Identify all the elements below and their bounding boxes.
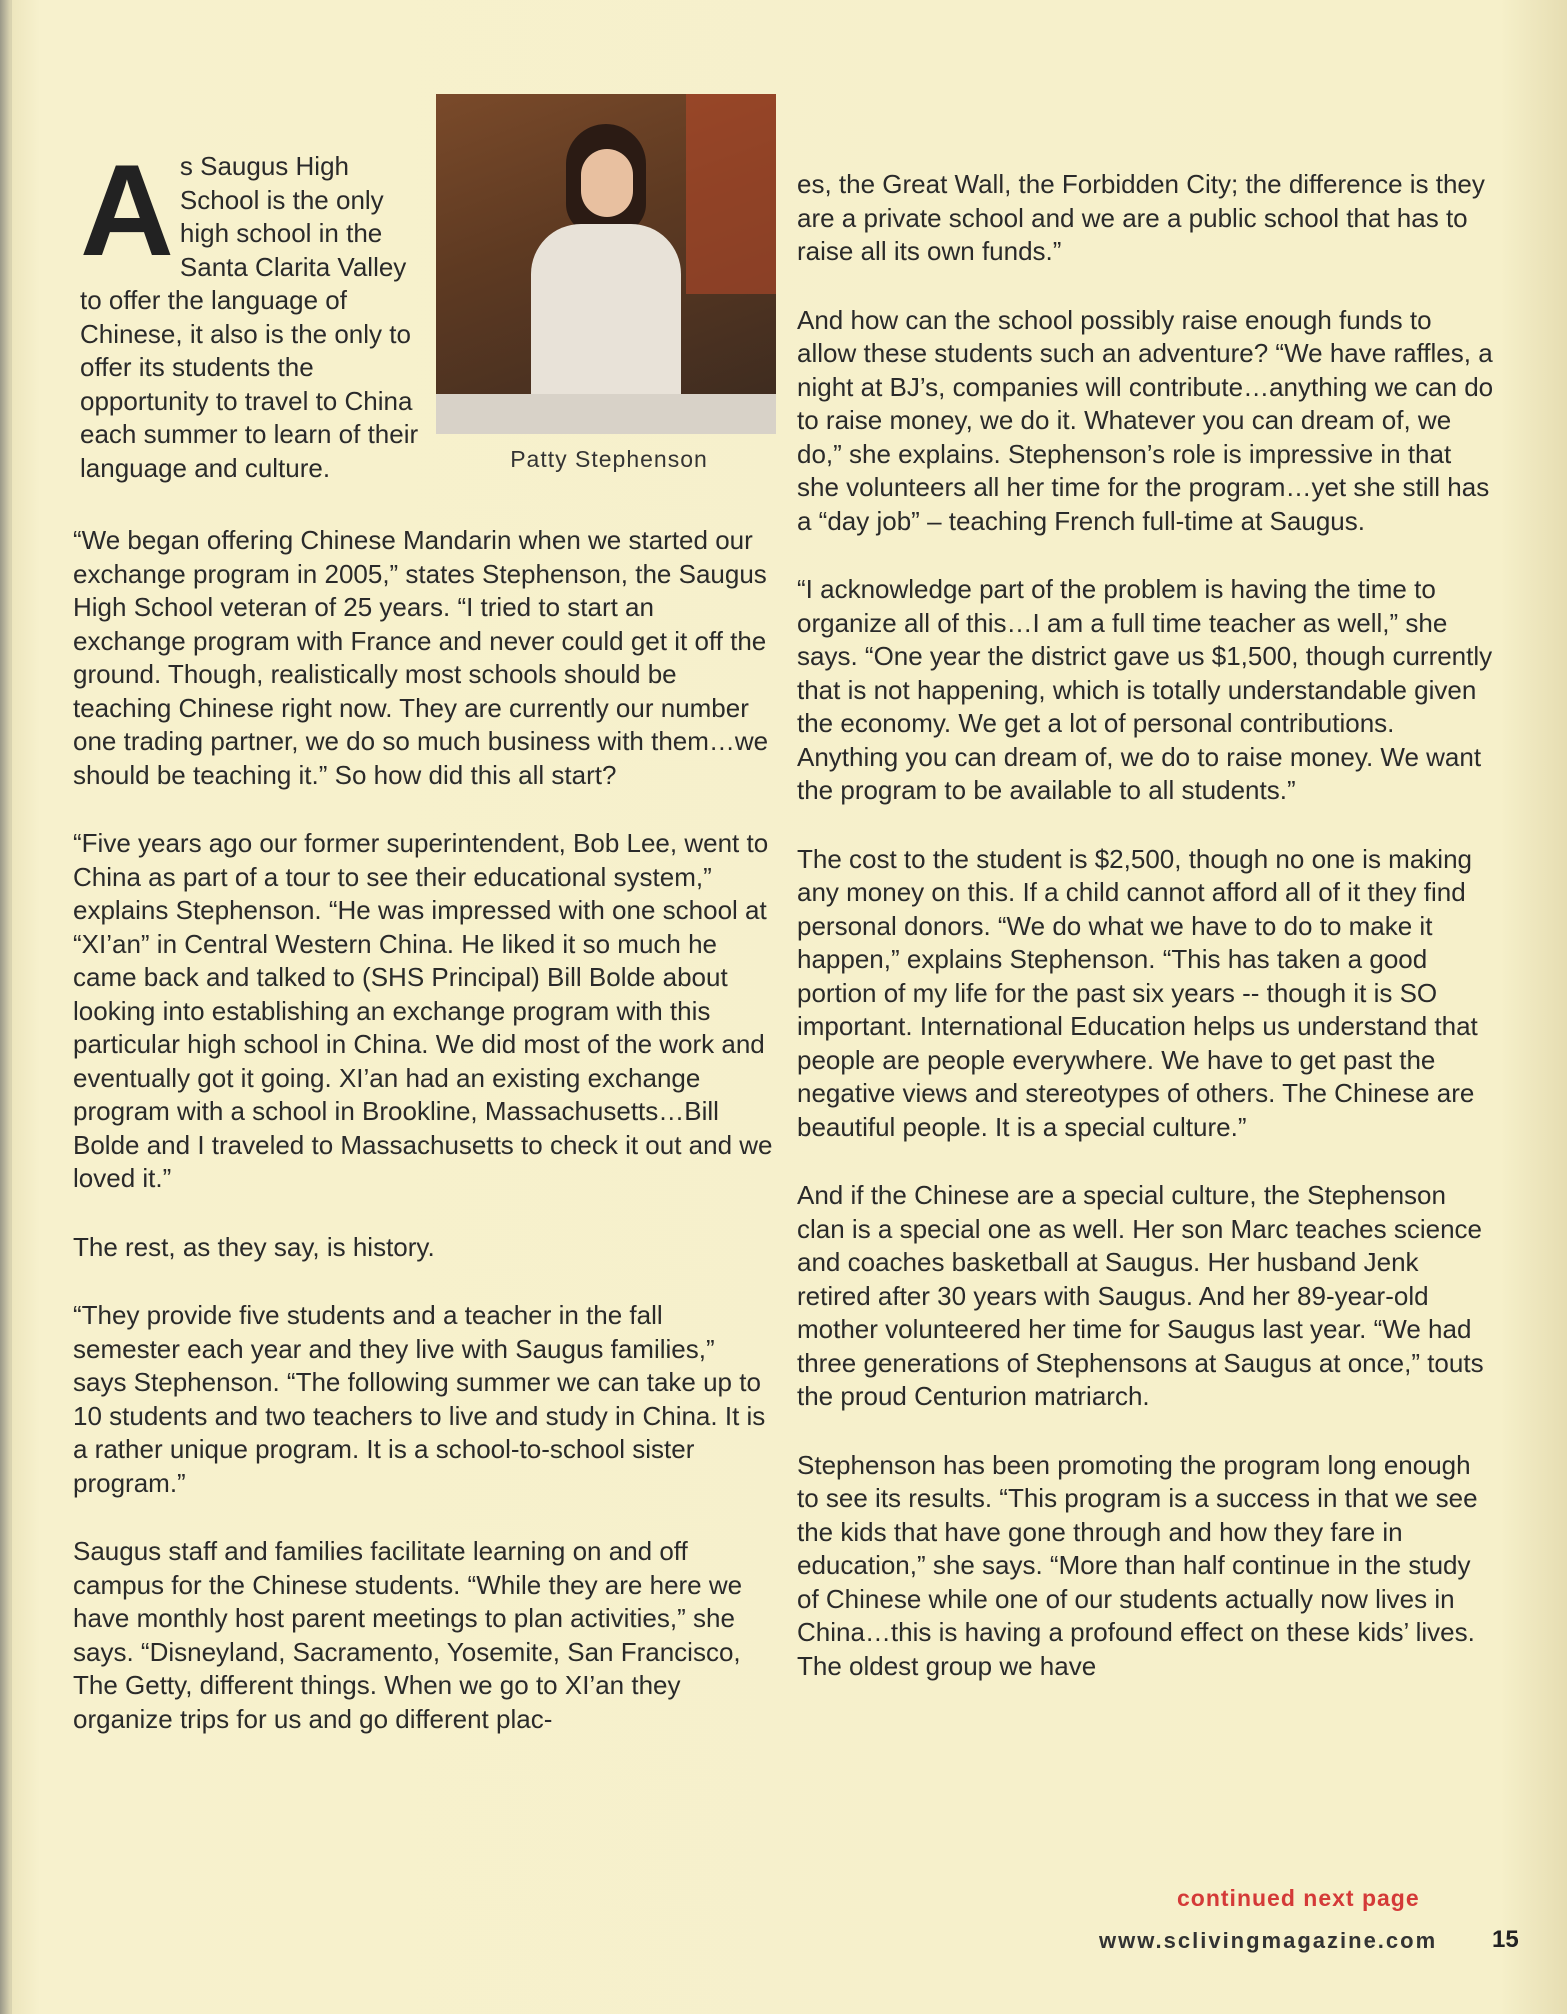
paragraph: “Five years ago our former superintendent, Bob Lee, went to China as part of a tour to see their educational system,” explains Stephenson. “He was impressed with one school at “XI’an” in Central Western China. He liked it so much he came back and talked to (SHS Principal) Bill Bolde about looking into establishing an exchange program with this particular high school in China. We did most of the work and eventually got it going. XI’an had an existing exchange program with a school in Brookline, Massachusetts…Bill Bolde and I traveled to Massachusetts to check it out and we loved it.” — [73, 828, 773, 1193]
paragraph: The cost to the student is $2,500, though no one is making any money on this. If a child cannot afford all of it they find personal donors. “We do what we have to do to make it happen,” explains Stephenson. “This has taken a good portion of my life for the past six years -- though it is SO important. International Education helps us understand that people are people everywhere. We have to get past the negative views and stereotypes of others. The Chinese are beautiful people. It is a special culture.” — [797, 843, 1478, 1142]
website-url: www.sclivingmagazine.com — [1099, 1928, 1438, 1953]
left-column — [73, 524, 773, 1771]
paragraph: Saugus staff and families facilitate learning on and off campus for the Chinese students. “While they are here we have monthly host parent meetings to plan activities,” she says. “Disneyland, Sacramento, Yosemite, San Francisco, The Getty, different things. When we go to XI’an they organize trips for us and go different plac- — [73, 1536, 743, 1734]
paragraph: And if the Chinese are a special culture, the Stephenson clan is a special one as well. Her son Marc teaches science and coaches basketball at Saugus. Her husband Jenk retired after 30 years with Saugus. And her 89-year-old mother volunteered her time for Saugus last year. “We had three generations of Stephensons at Saugus at once,” touts the proud Centurion matriarch. — [797, 1180, 1484, 1411]
paragraph: “We began offering Chinese Mandarin when we started our exchange program in 2005,” states Stephenson, the Saugus High School veteran of 25 years. “I tried to start an exchange program with France and never could get it off the ground. Though, realistically most schools should be teaching Chinese right now. They are currently our number one trading partner, we do so much business with them…we should be teaching it.” So how did this all start? — [73, 525, 769, 790]
continued-next-page: continued next page — [1177, 1885, 1420, 1911]
intro-text: s Saugus High School is the only high school in the Santa Clarita Valley to offer the language of Chinese, it also is the only to offer its students the opportunity to travel to China each summer to learn of their language and culture. — [80, 151, 419, 483]
paragraph: And how can the school possibly raise enough funds to allow these students such an adventure? “We have raffles, a night at BJ’s, companies will contribute…anything we can do to raise money, we do it. Whatever you can dream of, we do,” she explains. Stephenson’s role is impressive in that she volunteers all her time for the program…yet she still has a “day job” – teaching French full-time at Saugus. — [797, 304, 1494, 536]
page-number: 15 — [1492, 1926, 1519, 1953]
paragraph: “I acknowledge part of the problem is having the time to organize all of this…I am a full time teacher as well,” she says. “One year the district gave us $1,500, though currently that is not happening, which is totally understandable given the economy. We get a lot of personal contributions. Anything you can dream of, we do to raise money. We want the program to be available to all students.” — [797, 574, 1493, 805]
paragraph: “They provide five students and a teacher in the fall semester each year and they live with Saugus families,” says Stephenson. “The following summer we can take up to 10 students and two teachers to live and study in China. It is a rather unique program. It is a school-to-school sister program.” — [73, 1300, 766, 1498]
paragraph: The rest, as they say, is history. — [73, 1231, 435, 1262]
paragraph: Stephenson has been promoting the program long enough to see its results. “This program is a success in that we see the kids that have gone through and how they fare in education,” she says. “More than half continue in the study of Chinese while one of our students actually now lives in China…this is having a profound effect on these kids’ lives. The oldest group we have — [797, 1449, 1478, 1681]
portrait-photo — [436, 94, 776, 434]
intro-paragraph — [80, 137, 430, 485]
right-column — [797, 168, 1497, 1718]
photo-caption: Patty Stephenson — [510, 446, 708, 472]
drop-cap: A — [80, 137, 174, 283]
paragraph: es, the Great Wall, the Forbidden City; the difference is they are a private school and we are a public school that has to raise all its own funds.” — [797, 169, 1485, 266]
page-binding — [0, 0, 12, 2014]
